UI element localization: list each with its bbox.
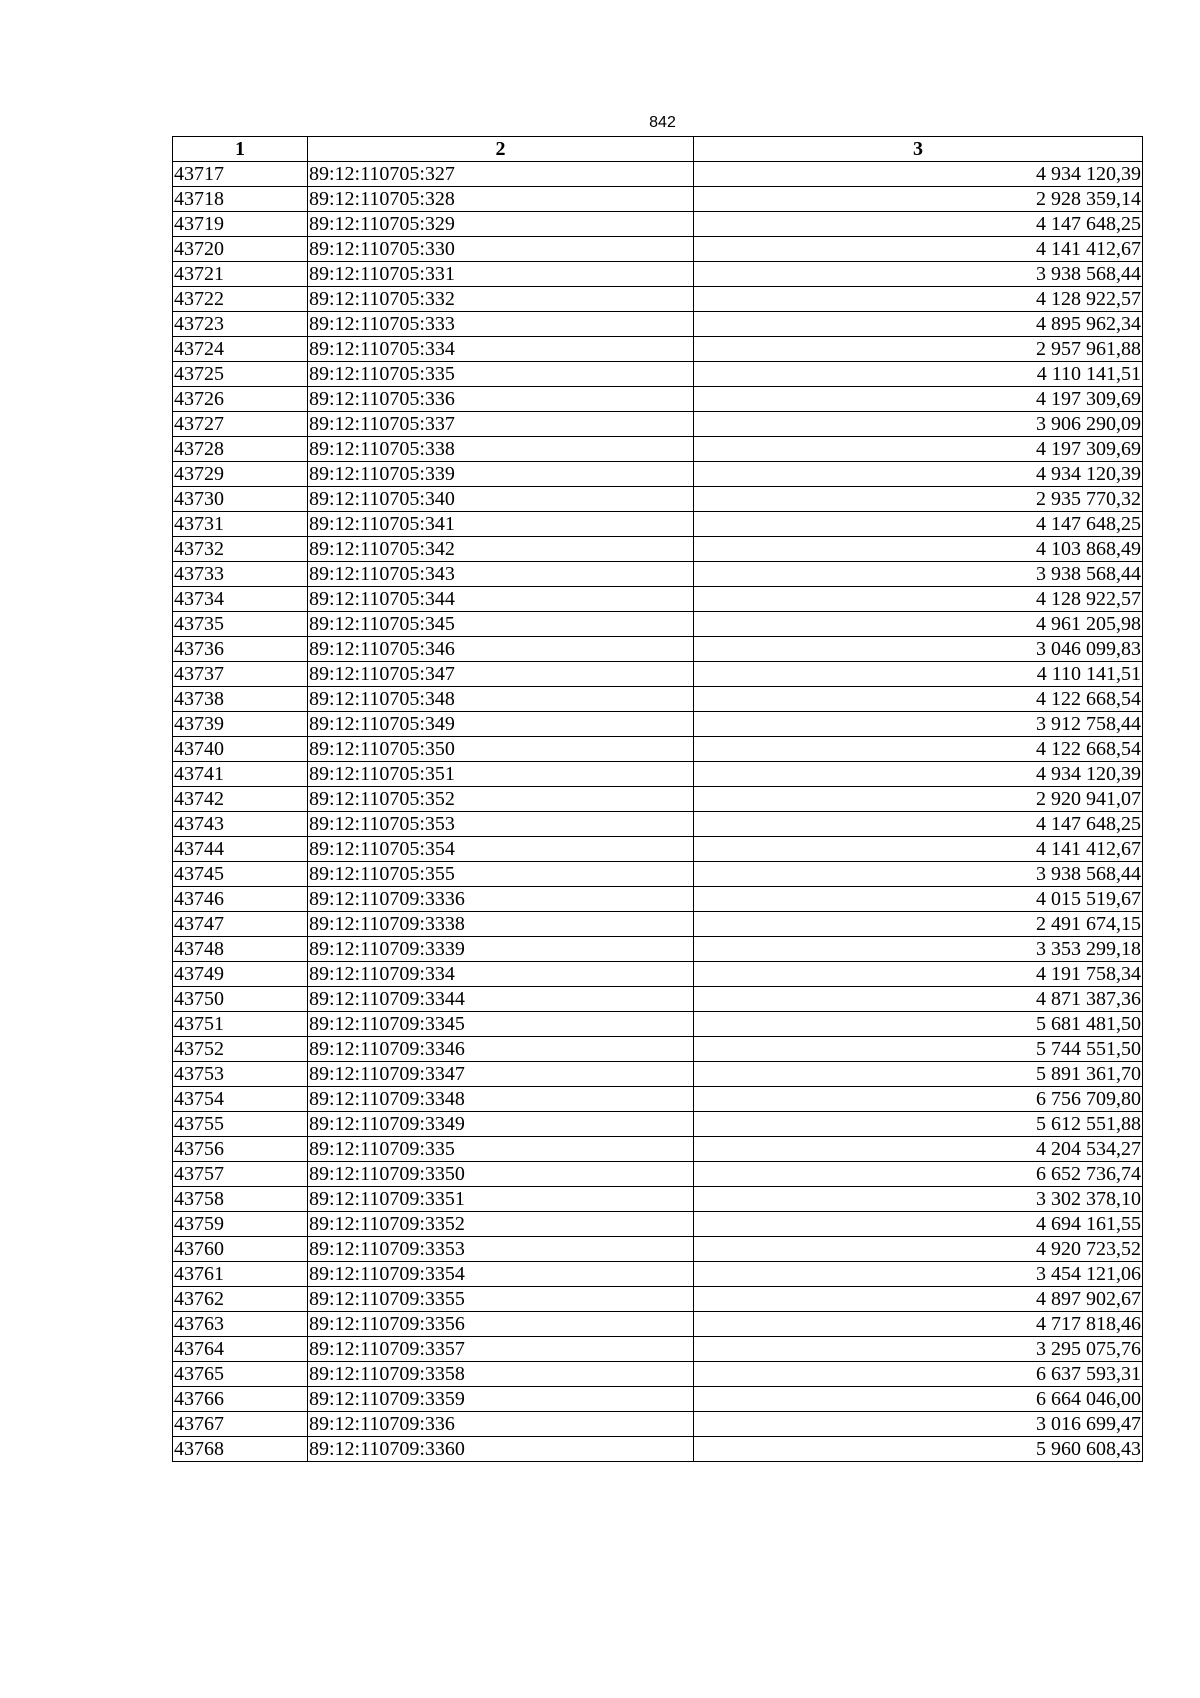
value-cell: 2 935 770,32 [694,487,1143,512]
table-row [173,312,1143,337]
row-number-cell: 43721 [173,262,308,287]
value-cell: 4 204 534,27 [694,1137,1143,1162]
cadastral-number-cell: 89:12:110705:335 [308,362,694,387]
row-number-cell: 43739 [173,712,308,737]
table-row [173,1037,1143,1062]
table-row [173,1137,1143,1162]
row-number-cell: 43757 [173,1162,308,1187]
table-row [173,412,1143,437]
row-number-cell: 43728 [173,437,308,462]
cadastral-number-cell: 89:12:110705:332 [308,287,694,312]
table-body [173,162,1143,1462]
column-header-2: 2 [308,137,694,162]
value-cell: 4 147 648,25 [694,812,1143,837]
value-cell: 4 141 412,67 [694,237,1143,262]
table-row [173,1212,1143,1237]
value-cell: 3 046 099,83 [694,637,1143,662]
value-cell: 4 122 668,54 [694,687,1143,712]
row-number-cell: 43717 [173,162,308,187]
row-number-cell: 43740 [173,737,308,762]
row-number-cell: 43764 [173,1337,308,1362]
cadastral-number-cell: 89:12:110705:346 [308,637,694,662]
value-cell: 4 694 161,55 [694,1212,1143,1237]
value-cell: 5 681 481,50 [694,1012,1143,1037]
table-row [173,787,1143,812]
value-cell: 4 934 120,39 [694,462,1143,487]
table-row [173,812,1143,837]
cadastral-number-cell: 89:12:110705:329 [308,212,694,237]
cadastral-number-cell: 89:12:110705:349 [308,712,694,737]
table-row [173,1012,1143,1037]
table-row [173,512,1143,537]
value-cell: 4 897 902,67 [694,1287,1143,1312]
page-number: 842 [649,114,676,131]
table-row [173,1412,1143,1437]
table-row [173,1362,1143,1387]
value-cell: 4 110 141,51 [694,662,1143,687]
table-row [173,437,1143,462]
table-row [173,737,1143,762]
cadastral-number-cell: 89:12:110705:328 [308,187,694,212]
row-number-cell: 43753 [173,1062,308,1087]
table-row [173,612,1143,637]
table-row [173,1087,1143,1112]
cadastral-number-cell: 89:12:110709:3346 [308,1037,694,1062]
row-number-cell: 43766 [173,1387,308,1412]
row-number-cell: 43722 [173,287,308,312]
cadastral-number-cell: 89:12:110705:352 [308,787,694,812]
cadastral-number-cell: 89:12:110705:345 [308,612,694,637]
row-number-cell: 43767 [173,1412,308,1437]
table-row [173,337,1143,362]
value-cell: 3 938 568,44 [694,262,1143,287]
cadastral-number-cell: 89:12:110705:347 [308,662,694,687]
row-number-cell: 43752 [173,1037,308,1062]
row-number-cell: 43732 [173,537,308,562]
cadastral-number-cell: 89:12:110709:335 [308,1137,694,1162]
column-header-3: 3 [694,137,1143,162]
table-row [173,862,1143,887]
row-number-cell: 43760 [173,1237,308,1262]
value-cell: 3 912 758,44 [694,712,1143,737]
value-cell: 4 871 387,36 [694,987,1143,1012]
value-cell: 3 906 290,09 [694,412,1143,437]
table-row [173,712,1143,737]
table-row [173,287,1143,312]
cadastral-number-cell: 89:12:110705:343 [308,562,694,587]
value-cell: 4 895 962,34 [694,312,1143,337]
cadastral-number-cell: 89:12:110705:340 [308,487,694,512]
cadastral-number-cell: 89:12:110709:336 [308,1412,694,1437]
table-row [173,237,1143,262]
row-number-cell: 43741 [173,762,308,787]
cadastral-number-cell: 89:12:110709:3356 [308,1312,694,1337]
value-cell: 2 957 961,88 [694,337,1143,362]
table-row [173,662,1143,687]
cadastral-number-cell: 89:12:110709:3352 [308,1212,694,1237]
cadastral-number-cell: 89:12:110709:3349 [308,1112,694,1137]
value-cell: 5 891 361,70 [694,1062,1143,1087]
value-cell: 4 128 922,57 [694,587,1143,612]
value-cell: 4 934 120,39 [694,162,1143,187]
table-row [173,1237,1143,1262]
cadastral-number-cell: 89:12:110705:351 [308,762,694,787]
cadastral-number-cell: 89:12:110705:355 [308,862,694,887]
value-cell: 5 960 608,43 [694,1437,1143,1462]
value-cell: 4 147 648,25 [694,512,1143,537]
row-number-cell: 43718 [173,187,308,212]
row-number-cell: 43761 [173,1262,308,1287]
cadastral-number-cell: 89:12:110709:3347 [308,1062,694,1087]
value-cell: 4 717 818,46 [694,1312,1143,1337]
value-cell: 6 664 046,00 [694,1387,1143,1412]
row-number-cell: 43736 [173,637,308,662]
value-cell: 3 016 699,47 [694,1412,1143,1437]
cadastral-number-cell: 89:12:110705:333 [308,312,694,337]
table-row [173,937,1143,962]
value-cell: 2 928 359,14 [694,187,1143,212]
row-number-cell: 43742 [173,787,308,812]
row-number-cell: 43730 [173,487,308,512]
value-cell: 3 938 568,44 [694,562,1143,587]
cadastral-number-cell: 89:12:110705:331 [308,262,694,287]
row-number-cell: 43738 [173,687,308,712]
cadastral-number-cell: 89:12:110709:3344 [308,987,694,1012]
row-number-cell: 43743 [173,812,308,837]
table-row [173,187,1143,212]
value-cell: 3 302 378,10 [694,1187,1143,1212]
value-cell: 3 454 121,06 [694,1262,1143,1287]
table-row [173,1387,1143,1412]
value-cell: 3 938 568,44 [694,862,1143,887]
row-number-cell: 43758 [173,1187,308,1212]
row-number-cell: 43725 [173,362,308,387]
cadastral-number-cell: 89:12:110709:3338 [308,912,694,937]
table-row [173,1287,1143,1312]
row-number-cell: 43748 [173,937,308,962]
value-cell: 4 128 922,57 [694,287,1143,312]
data-table [172,136,1143,1462]
cadastral-number-cell: 89:12:110709:3353 [308,1237,694,1262]
table-row [173,1062,1143,1087]
cadastral-number-cell: 89:12:110705:338 [308,437,694,462]
cadastral-number-cell: 89:12:110705:334 [308,337,694,362]
row-number-cell: 43756 [173,1137,308,1162]
row-number-cell: 43720 [173,237,308,262]
cadastral-number-cell: 89:12:110705:353 [308,812,694,837]
cadastral-number-cell: 89:12:110705:354 [308,837,694,862]
cadastral-number-cell: 89:12:110709:3339 [308,937,694,962]
table-row [173,687,1143,712]
row-number-cell: 43731 [173,512,308,537]
cadastral-number-cell: 89:12:110705:348 [308,687,694,712]
cadastral-number-cell: 89:12:110705:330 [308,237,694,262]
cadastral-number-cell: 89:12:110709:334 [308,962,694,987]
table-row [173,487,1143,512]
table-row [173,962,1143,987]
table-row [173,1437,1143,1462]
row-number-cell: 43727 [173,412,308,437]
cadastral-number-cell: 89:12:110709:3350 [308,1162,694,1187]
row-number-cell: 43724 [173,337,308,362]
table-row [173,1112,1143,1137]
table-row [173,762,1143,787]
value-cell: 6 652 736,74 [694,1162,1143,1187]
table-row [173,1162,1143,1187]
row-number-cell: 43749 [173,962,308,987]
cadastral-number-cell: 89:12:110705:341 [308,512,694,537]
row-number-cell: 43726 [173,387,308,412]
value-cell: 4 197 309,69 [694,387,1143,412]
value-cell: 5 612 551,88 [694,1112,1143,1137]
table-row [173,212,1143,237]
table-row [173,362,1143,387]
cadastral-number-cell: 89:12:110709:3345 [308,1012,694,1037]
value-cell: 4 961 205,98 [694,612,1143,637]
table-row [173,912,1143,937]
value-cell: 2 491 674,15 [694,912,1143,937]
cadastral-number-cell: 89:12:110705:336 [308,387,694,412]
table-row [173,587,1143,612]
table-row [173,1262,1143,1287]
cadastral-number-cell: 89:12:110709:3359 [308,1387,694,1412]
cadastral-number-cell: 89:12:110709:3355 [308,1287,694,1312]
row-number-cell: 43765 [173,1362,308,1387]
cadastral-number-cell: 89:12:110709:3348 [308,1087,694,1112]
row-number-cell: 43768 [173,1437,308,1462]
table-row [173,887,1143,912]
cadastral-number-cell: 89:12:110709:3360 [308,1437,694,1462]
cadastral-number-cell: 89:12:110705:337 [308,412,694,437]
value-cell: 4 122 668,54 [694,737,1143,762]
value-cell: 6 756 709,80 [694,1087,1143,1112]
value-cell: 4 110 141,51 [694,362,1143,387]
row-number-cell: 43755 [173,1112,308,1137]
cadastral-number-cell: 89:12:110705:339 [308,462,694,487]
cadastral-number-cell: 89:12:110705:342 [308,537,694,562]
value-cell: 3 295 075,76 [694,1337,1143,1362]
cadastral-number-cell: 89:12:110709:3354 [308,1262,694,1287]
row-number-cell: 43754 [173,1087,308,1112]
row-number-cell: 43751 [173,1012,308,1037]
column-header-1: 1 [173,137,308,162]
table-row [173,462,1143,487]
row-number-cell: 43763 [173,1312,308,1337]
row-number-cell: 43729 [173,462,308,487]
table-row [173,537,1143,562]
table-row [173,387,1143,412]
table-row [173,1187,1143,1212]
table-row [173,837,1143,862]
value-cell: 5 744 551,50 [694,1037,1143,1062]
cadastral-number-cell: 89:12:110709:3358 [308,1362,694,1387]
row-number-cell: 43737 [173,662,308,687]
value-cell: 4 197 309,69 [694,437,1143,462]
cadastral-number-cell: 89:12:110709:3351 [308,1187,694,1212]
value-cell: 6 637 593,31 [694,1362,1143,1387]
cadastral-number-cell: 89:12:110709:3357 [308,1337,694,1362]
table-row [173,262,1143,287]
value-cell: 4 934 120,39 [694,762,1143,787]
table-row [173,562,1143,587]
row-number-cell: 43747 [173,912,308,937]
value-cell: 3 353 299,18 [694,937,1143,962]
row-number-cell: 43759 [173,1212,308,1237]
value-cell: 2 920 941,07 [694,787,1143,812]
row-number-cell: 43723 [173,312,308,337]
table-row [173,987,1143,1012]
cadastral-number-cell: 89:12:110705:350 [308,737,694,762]
row-number-cell: 43734 [173,587,308,612]
row-number-cell: 43744 [173,837,308,862]
value-cell: 4 920 723,52 [694,1237,1143,1262]
row-number-cell: 43762 [173,1287,308,1312]
row-number-cell: 43719 [173,212,308,237]
row-number-cell: 43733 [173,562,308,587]
value-cell: 4 141 412,67 [694,837,1143,862]
row-number-cell: 43735 [173,612,308,637]
cadastral-number-cell: 89:12:110705:327 [308,162,694,187]
row-number-cell: 43746 [173,887,308,912]
cadastral-number-cell: 89:12:110709:3336 [308,887,694,912]
table-row [173,162,1143,187]
value-cell: 4 147 648,25 [694,212,1143,237]
table-row [173,637,1143,662]
value-cell: 4 103 868,49 [694,537,1143,562]
table-row [173,1312,1143,1337]
cadastral-number-cell: 89:12:110705:344 [308,587,694,612]
table-row [173,1337,1143,1362]
row-number-cell: 43745 [173,862,308,887]
table-header-row [173,137,1143,162]
value-cell: 4 015 519,67 [694,887,1143,912]
row-number-cell: 43750 [173,987,308,1012]
value-cell: 4 191 758,34 [694,962,1143,987]
